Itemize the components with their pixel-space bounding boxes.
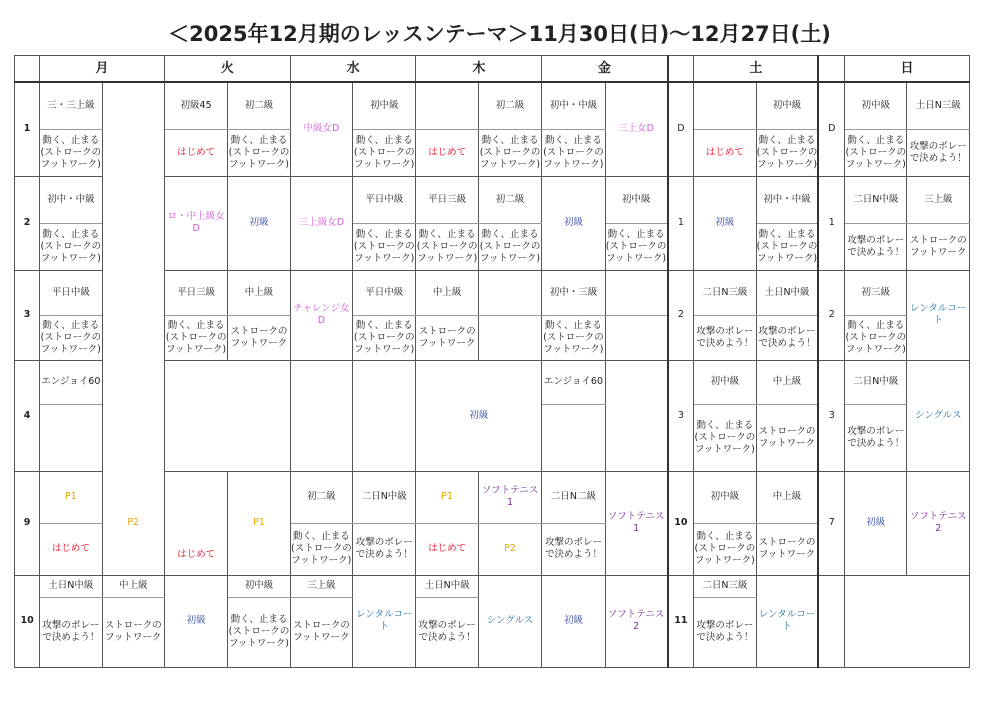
mon-empty-col xyxy=(102,82,164,471)
lesson-theme: レンタルコート xyxy=(756,575,818,667)
day-sat: 土 xyxy=(694,56,819,83)
lesson-theme: ソフトテニス2 xyxy=(605,575,667,667)
lesson-theme: レンタルコート xyxy=(353,575,416,667)
lesson-theme: 動く、止まる(ストロークのフットワーク) xyxy=(542,129,605,176)
level-label: 初中・三級 xyxy=(542,270,605,315)
corner-cell xyxy=(15,56,40,83)
sun-date-head xyxy=(818,56,844,83)
lesson-theme: 動く、止まる(ストロークのフットワーク) xyxy=(478,223,541,270)
level-label: 中上級 xyxy=(228,270,290,315)
lesson-theme: レンタルコート xyxy=(907,270,970,360)
lesson-theme: 動く、止まる(ストロークのフットワーク) xyxy=(845,315,907,360)
lesson-theme: 動く、止まる(ストロークのフットワーク) xyxy=(478,129,541,176)
lesson-theme: 動く、止まる(ストロークのフットワーク) xyxy=(756,223,818,270)
lesson-theme: 攻撃のボレーで決めよう！ xyxy=(40,597,102,667)
sun-date: 7 xyxy=(818,471,844,575)
level-label: 中上級 xyxy=(756,471,818,523)
day-mon: 月 xyxy=(40,56,165,83)
lesson-theme: 動く、止まる(ストロークのフットワーク) xyxy=(416,223,478,270)
day-thu: 木 xyxy=(416,56,542,83)
empty-cell xyxy=(478,270,541,315)
empty-cell xyxy=(542,404,605,471)
level-label: 平日三級 xyxy=(416,176,478,223)
period-number: 2 xyxy=(15,176,40,270)
lesson-theme: 攻撃のボレーで決めよう！ xyxy=(353,523,416,575)
level-label: 初中級 xyxy=(353,82,416,129)
empty-cell xyxy=(40,404,102,471)
lesson-theme: 動く、止まる(ストロークのフットワーク) xyxy=(605,223,667,270)
lesson-theme: シングルス xyxy=(478,575,541,667)
lesson-theme: チャレンジ女D xyxy=(290,270,352,360)
empty-cell xyxy=(478,315,541,360)
level-label: 中上級 xyxy=(102,575,164,597)
lesson-theme: 初級 xyxy=(694,176,756,270)
empty-cell xyxy=(605,360,667,471)
sun-date: D xyxy=(818,82,844,176)
level-label: 二日N中級 xyxy=(845,360,907,404)
level-label: 平日三級 xyxy=(164,270,227,315)
level-label: 三・三上級 xyxy=(40,82,102,129)
period-10-top xyxy=(15,575,970,597)
lesson-theme: 動く、止まる(ストロークのフットワーク) xyxy=(845,129,907,176)
page-title: ＜2025年12月期のレッスンテーマ＞11月30日(日)〜12月27日(土) xyxy=(168,22,831,46)
empty-cell xyxy=(290,360,352,471)
lesson-theme: 動く、止まる(ストロークのフットワーク) xyxy=(228,129,290,176)
lesson-theme: 動く、止まる(ストロークのフットワーク) xyxy=(353,223,416,270)
lesson-theme: P2 xyxy=(102,471,164,575)
level-label: 平日中級 xyxy=(40,270,102,315)
lesson-theme: はじめて xyxy=(40,523,102,575)
level-label: 中上級 xyxy=(416,270,478,315)
sat-date: 1 xyxy=(668,176,694,270)
lesson-theme: 動く、止まる(ストロークのフットワーク) xyxy=(694,404,756,471)
lesson-theme: 動く、止まる(ストロークのフットワーク) xyxy=(694,523,756,575)
lesson-theme: はじめて xyxy=(164,471,227,575)
level-label: 初中級 xyxy=(228,575,290,597)
level-label: 三上級 xyxy=(907,176,970,223)
lesson-theme: 初級 xyxy=(542,575,605,667)
day-fri: 金 xyxy=(542,56,668,83)
sun-date: 2 xyxy=(818,270,844,360)
lesson-theme: 動く、止まる(ストロークのフットワーク) xyxy=(353,315,416,360)
period-number: 10 xyxy=(15,575,40,667)
sun-date xyxy=(818,575,844,667)
empty-cell xyxy=(845,575,970,667)
lesson-theme: P1 xyxy=(40,471,102,523)
lesson-theme: 動く、止まる(ストロークのフットワーク) xyxy=(542,315,605,360)
lesson-theme: はじめて xyxy=(694,129,756,176)
empty-cell xyxy=(416,82,478,129)
empty-cell xyxy=(164,360,290,471)
level-label: 三上級 xyxy=(290,575,352,597)
lesson-theme: ストロークのフットワーク xyxy=(290,597,352,667)
lesson-theme: ストロークのフットワーク xyxy=(228,315,290,360)
level-label: 土日N中級 xyxy=(756,270,818,315)
level-label: 平日中級 xyxy=(353,176,416,223)
level-label: 初中級 xyxy=(694,360,756,404)
level-label: 平日中級 xyxy=(353,270,416,315)
lesson-theme: はじめて xyxy=(164,129,227,176)
lesson-theme: 初級 xyxy=(845,471,907,575)
level-label: 土日N中級 xyxy=(40,575,102,597)
level-label: 土日N三級 xyxy=(907,82,970,129)
sat-date-head xyxy=(668,56,694,83)
lesson-theme: はじめて xyxy=(416,523,478,575)
level-label: 初中級 xyxy=(694,471,756,523)
period-9-top xyxy=(15,471,970,523)
sat-date: 3 xyxy=(668,360,694,471)
lesson-theme: 動く、止まる(ストロークのフットワーク) xyxy=(353,129,416,176)
lesson-theme: 攻撃のボレーで決めよう！ xyxy=(756,315,818,360)
lesson-theme: ストロークのフットワーク xyxy=(416,315,478,360)
level-label: 初中級 xyxy=(756,82,818,129)
period-1-top xyxy=(15,82,970,129)
lesson-theme: ソフトテニス1 xyxy=(478,471,541,523)
level-label: 初二級 xyxy=(228,82,290,129)
sat-date: D xyxy=(668,82,694,176)
level-label: 初中・中級 xyxy=(542,82,605,129)
level-label: 二日N三級 xyxy=(694,575,756,597)
lesson-theme: 動く、止まる(ストロークのフットワーク) xyxy=(164,315,227,360)
lesson-theme: ストロークのフットワーク xyxy=(756,523,818,575)
lesson-theme: 攻撃のボレーで決めよう！ xyxy=(845,223,907,270)
sat-date: 11 xyxy=(668,575,694,667)
lesson-theme: P1 xyxy=(416,471,478,523)
level-label: 二日N三級 xyxy=(694,270,756,315)
lesson-theme: 攻撃のボレーで決めよう！ xyxy=(845,404,907,471)
lesson-theme: 動く、止まる(ストロークのフットワーク) xyxy=(756,129,818,176)
lesson-theme: 中級女D xyxy=(290,82,352,176)
lesson-theme: 初級 xyxy=(416,360,542,471)
lesson-theme: 動く、止まる(ストロークのフットワーク) xyxy=(290,523,352,575)
lesson-theme: 動く、止まる(ストロークのフットワーク) xyxy=(40,129,102,176)
lesson-theme: 三上級女D xyxy=(290,176,352,270)
empty-cell xyxy=(353,360,416,471)
level-label: 初二級 xyxy=(290,471,352,523)
empty-cell xyxy=(605,270,667,315)
level-label: エンジョイ60 xyxy=(40,360,102,404)
lesson-theme: 攻撃のボレーで決めよう！ xyxy=(694,315,756,360)
lesson-theme: 初級 xyxy=(228,176,290,270)
schedule-table xyxy=(14,55,970,668)
lesson-theme: 動く、止まる(ストロークのフットワーク) xyxy=(40,223,102,270)
header-row xyxy=(15,56,970,83)
lesson-theme: P2 xyxy=(478,523,541,575)
level-label: 初中・中級 xyxy=(756,176,818,223)
lesson-theme: ストロークのフットワーク xyxy=(907,223,970,270)
level-label: 初二級 xyxy=(478,82,541,129)
lesson-theme: ストロークのフットワーク xyxy=(756,404,818,471)
day-sun: 日 xyxy=(845,56,970,83)
empty-cell xyxy=(694,82,756,129)
lesson-theme: 初級 xyxy=(164,575,227,667)
lesson-theme: ソフトテニス1 xyxy=(605,471,667,575)
lesson-theme: 動く、止まる(ストロークのフットワーク) xyxy=(228,597,290,667)
sun-date: 3 xyxy=(818,360,844,471)
lesson-theme: 攻撃のボレーで決めよう！ xyxy=(907,129,970,176)
lesson-theme: 三上女D xyxy=(605,82,667,176)
period-number: 3 xyxy=(15,270,40,360)
sat-date: 10 xyxy=(668,471,694,575)
period-number: 4 xyxy=(15,360,40,471)
lesson-theme: 動く、止まる(ストロークのフットワーク) xyxy=(40,315,102,360)
sun-date: 1 xyxy=(818,176,844,270)
level-label: 初三級 xyxy=(845,270,907,315)
lesson-theme: ストロークのフットワーク xyxy=(102,597,164,667)
day-wed: 水 xyxy=(290,56,416,83)
lesson-theme: ソフトテニス2 xyxy=(907,471,970,575)
period-number: 1 xyxy=(15,82,40,176)
level-label: 二日N中級 xyxy=(845,176,907,223)
lesson-theme: 攻撃のボレーで決めよう！ xyxy=(694,597,756,667)
lesson-theme: 初級 xyxy=(542,176,605,270)
level-label: 土日N中級 xyxy=(416,575,478,597)
level-label: 中上級 xyxy=(756,360,818,404)
sat-date: 2 xyxy=(668,270,694,360)
level-label: 初二級 xyxy=(478,176,541,223)
level-label: エンジョイ60 xyxy=(542,360,605,404)
day-tue: 火 xyxy=(164,56,290,83)
lesson-theme: 攻撃のボレーで決めよう！ xyxy=(416,597,478,667)
lesson-theme: はじめて xyxy=(416,129,478,176)
lesson-theme: シングルス xyxy=(907,360,970,471)
lesson-theme: ロ・中上級女D xyxy=(164,176,227,270)
level-label: 初中・中級 xyxy=(40,176,102,223)
level-label: 初中級 xyxy=(845,82,907,129)
empty-cell xyxy=(605,315,667,360)
level-label: 初中級 xyxy=(605,176,667,223)
lesson-theme: 攻撃のボレーで決めよう！ xyxy=(542,523,605,575)
level-label: 二日N中級 xyxy=(353,471,416,523)
level-label: 二日N二級 xyxy=(542,471,605,523)
lesson-theme: P1 xyxy=(228,471,290,575)
period-number: 9 xyxy=(15,471,40,575)
level-label: 初級45 xyxy=(164,82,227,129)
